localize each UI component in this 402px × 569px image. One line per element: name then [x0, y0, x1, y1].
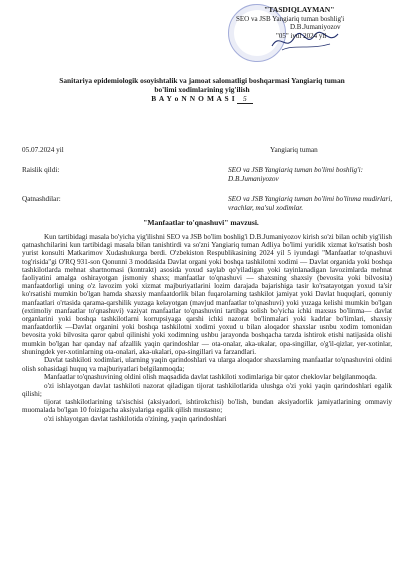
approval-title: "TASDIQLAYMAN": [264, 5, 335, 14]
document-number: 5: [237, 94, 253, 104]
body-paragraph-3: Manfaatlar to'qnashuvining oldini olish maqsadida davlat tashkiloti xodimlariga bir qator cheklovlar belgilanmoqda.: [44, 373, 377, 382]
header-line-2: bo'limi xodimlarining yig'ilish: [154, 85, 250, 94]
meeting-date: 05.07.2024 yil: [22, 146, 64, 154]
chair-label: Raislik qildi:: [22, 166, 60, 174]
header-bayon: [14, 94, 390, 103]
approval-block: [236, 6, 398, 40]
body-paragraph-4: o'zi ishlayotgan davlat tashkiloti nazorat qiladigan tijorat tashkilotlarida ulushga o'zi yoki yaqin qarindoshlari egalik qilishi;: [22, 381, 392, 398]
chair-value: SEO va JSB Yangiariq tuman bo'limi boshlig'i: D.B.Jumaniyozov: [228, 166, 363, 183]
body-paragraph-5: tijorat tashkilotlarining ta'sischisi (aksiyadori, ishtirokchisi) bo'lish, bundan aksiyadorlik jamiyatlarining ommaviy muomalada bo'lgan 10 foizigacha aksiyalariga egalik qilish mustasno;: [22, 398, 392, 415]
approval-position: SEO va JSB Yangiariq tuman boshlig'i: [236, 14, 345, 23]
body-paragraph-2: Davlat tashkiloti xodimlari, ularning yaqin qarindoshlari va ularga aloqador shaxslarning manfaatlar to'qnashuvini oldini olish sohasidagi huquq va majburiyatlari belgilanmoqda;: [22, 356, 392, 373]
meeting-place: Yangiariq tuman: [270, 146, 318, 154]
bayon-title: B A Y o N N O M A S I: [151, 94, 236, 103]
header-line-1: Sanitariya epidemiologik osoyishtalik va jamoat salomatligi boshqarmasi Yangiariq tuman: [59, 76, 345, 85]
participants-label: Qatnashdilar:: [22, 195, 61, 203]
approval-date: "05" iyul 2024 yil: [276, 31, 327, 40]
document-header: [14, 76, 390, 103]
participants-value: SEO va JSB Yangiariq tuman bo'limi bo'linma mudirlari, vrachlar, ma'sul xodimlar.: [228, 195, 393, 212]
document-body: [22, 233, 392, 423]
approval-name: D.B.Jumaniyozov: [290, 23, 341, 32]
meeting-subject: "Manfaatlar to'qnashuvi" mavzusi.: [143, 218, 259, 227]
body-paragraph-1: Kun tartibidagi masala bo'yicha yig'ilishni SEO va JSB bo'lim boshlig'i D.B.Jumaniyozov kirish so'zi bilan ochib yig'ilish qatnashchilarini kun tartibidagi masala bilan tanishtirdi va so'zni Yangiariq tuman Adliya bo'limi yuridik xizmat ko'rsatish bosh yurist konsulti Matkarimov Xudashukurga berdi. O'zbekiston Respublikasining 2024 yil 5 iyundagi "Manfaatlar to'qnashuvi tog'risida"gi O'RQ 931-son Qonunni 3 moddasida Davlat organi yoki boshqa tashkilotni xodimi — Davlat organida yoki boshqa tashkilotlarda mehnat shartnomasi (kontrakt) asosida yoxud saylab qo'yiladigan yoki tayinlanadigan lavozimlarda mehnat faoliyatini amalga oshirayotgan jismoniy shaxs; manfaatlar to'qnashuvi — shaxsning shaxsiy (bevosita yoki bilvosita) manfaatdorligi uning o'z lavozim yoki xizmat majburiyatlarini lozim darajada bajarishiga tasir ko'rsatayotgan yoxud ta'sir ko'rsatishi mumkin bo'lgan hamda shaxsiy manfaatdorlik bilan fuqarolarning tashkilot jamiyat yoki Davlat huquqlari, qonuniy manfaatlari o'rtasida qarama-qarshilik yuzaga kelayotgan (mavjud manfaatlar to'qnashuvi) yoki yuzaga kelishi mumkin bo'lgan (extimoliy manfaatlar to'qnashuvi) vaziyat manfaatlar to'qnashuvini tartibga solish bo'yicha ichki maxsus bo'linma— davlat organlarini yoki boshqa tashkilotlarni korrupsiyaga qarshi ichki nazorat bo'linmalari yoki kadrlar bo'limlari, shaxsiy manfaatdorlik —Davlat organini yoki boshqa tashkilotni xodimi yoxud u bilan aloqador shaxslar usnbu xodim tomonidan bevosita yoki bilvosita qaror qabul qilinishi yoki xodimning ushbu jarayonda boshqacha tarzda ishtirok etishi natijasida olishi mumkin bo'lgan har qanday naf afzallik yaqin qarindoshlar — ota-onalar, aka-ukalar, opa-singillar, o'g'il-qizlar, yer-xotinlar, shuningdek yer-xotinlarning ota-onalari, aka-ukalari, opa-singillari va farzandlari.: [22, 233, 392, 356]
body-paragraph-6: o'zi ishlayotgan davlat tashkilotida o'zining, yaqin qarindoshlari: [44, 414, 227, 423]
